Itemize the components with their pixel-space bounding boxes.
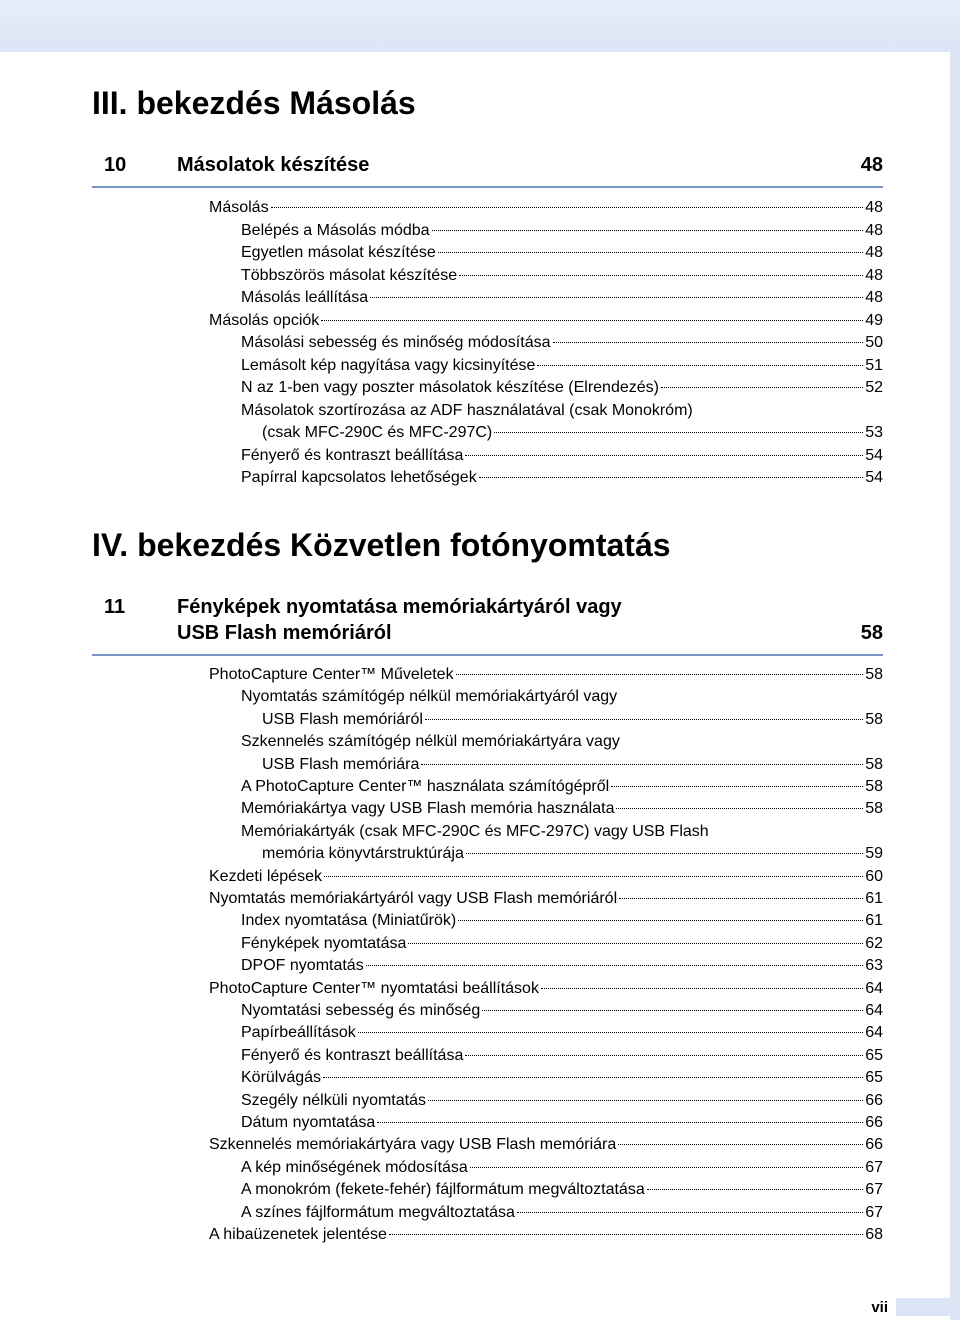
toc-entry-page: 54 <box>865 446 883 464</box>
toc-entry-text: A kép minőségének módosítása <box>241 1158 468 1176</box>
toc-entry <box>241 332 883 354</box>
dot-leader <box>541 988 863 989</box>
toc-entry-text: N az 1-ben vagy poszter másolatok készítése (Elrendezés) <box>241 379 659 396</box>
toc-entry <box>241 1157 883 1179</box>
dot-leader <box>458 920 863 921</box>
toc-entry-text: Körülvágás <box>241 1069 322 1087</box>
toc-entry-text: Dátum nyomtatása <box>241 1114 376 1131</box>
toc-entry <box>209 310 883 332</box>
dot-leader <box>494 432 863 433</box>
toc-entry-line: Szkennelés számítógép nélkül memóriakártyára vagy <box>241 733 620 751</box>
dot-leader <box>465 1055 863 1056</box>
chapter-page: 48 <box>860 154 883 176</box>
toc-entry <box>241 355 883 377</box>
toc-entry-page: 53 <box>865 424 883 441</box>
toc-entry-page: 48 <box>865 199 883 216</box>
dot-leader <box>366 965 864 966</box>
dot-leader <box>465 455 863 456</box>
dot-leader <box>537 365 863 366</box>
toc-entry-text: Papírbeállítások <box>241 1024 356 1042</box>
toc-entry-page: 67 <box>865 1181 883 1199</box>
dot-leader <box>370 297 863 298</box>
dot-leader <box>456 674 864 675</box>
toc-entry-page: 58 <box>865 800 883 818</box>
toc-entry-page: 64 <box>865 1024 883 1042</box>
toc-entry-page: 61 <box>865 912 883 930</box>
dot-leader <box>611 786 863 787</box>
toc-entry <box>241 1202 883 1224</box>
part-title: IV. bekezdés Közvetlen fotónyomtatás <box>92 527 671 563</box>
part-title: III. bekezdés Másolás <box>92 85 416 121</box>
toc-entry-text: Fényerő és kontraszt beállítása <box>241 1046 464 1064</box>
toc-entry-page: 52 <box>865 379 883 396</box>
toc-entry <box>241 1000 883 1022</box>
toc-entry-text: Másolás opciók <box>209 311 320 329</box>
toc-entry-text: Másolás leállítása <box>241 289 369 306</box>
toc-entry-page: 48 <box>865 266 883 284</box>
toc-entry <box>241 910 883 932</box>
toc-entry-text: PhotoCapture Center™ Műveletek <box>209 666 454 683</box>
toc-entry <box>241 220 883 242</box>
side-band <box>950 52 960 1320</box>
toc-entry-page: 51 <box>865 356 883 374</box>
dot-leader <box>377 1122 863 1123</box>
toc-entry-page: 58 <box>865 755 883 773</box>
toc-entry-text: Index nyomtatása (Miniatűrök) <box>241 912 457 930</box>
chapter-number: 11 <box>104 596 126 618</box>
dot-leader <box>459 275 863 276</box>
dot-leader <box>466 853 863 854</box>
toc-entry-page: 49 <box>865 311 883 329</box>
toc-entry-page: 65 <box>865 1046 883 1064</box>
toc-entry <box>241 776 883 798</box>
toc-entry <box>262 709 883 731</box>
toc-entry-page: 58 <box>865 666 883 683</box>
toc-entry-page: 60 <box>865 867 883 885</box>
dot-leader <box>438 252 863 253</box>
header-band <box>0 0 960 52</box>
toc-entry-page: 58 <box>865 778 883 795</box>
toc-entry-text: DPOF nyomtatás <box>241 957 364 975</box>
toc-entry-text: USB Flash memóriáról <box>262 710 423 728</box>
toc-entry-text: Szkennelés memóriakártyára vagy USB Flash memóriára <box>209 1136 617 1154</box>
toc-entry-page: 68 <box>865 1226 883 1243</box>
toc-entry-line: Másolatok szortírozása az ADF használatával (csak Monokróm) <box>241 401 693 419</box>
toc-entry <box>209 1224 883 1246</box>
toc-entry <box>241 798 883 820</box>
toc-entry <box>241 1022 883 1044</box>
dot-leader <box>432 230 864 231</box>
dot-leader <box>271 207 864 208</box>
dot-leader <box>428 1100 863 1101</box>
toc-entry <box>241 1067 883 1089</box>
toc-entry <box>209 978 883 1000</box>
dot-leader <box>553 342 864 343</box>
toc-entry-page: 62 <box>865 934 883 952</box>
toc-entry <box>209 197 883 219</box>
page-footer <box>871 1296 960 1318</box>
toc-entry-text: Másolási sebesség és minőség módosítása <box>241 334 551 351</box>
toc-entry-page: 48 <box>865 289 883 306</box>
page-tab <box>896 1298 960 1316</box>
dot-leader <box>421 764 863 765</box>
toc-entry-text: A PhotoCapture Center™ használata számítógépről <box>241 778 610 795</box>
dot-leader <box>619 898 863 899</box>
toc-entry-page: 65 <box>865 1069 883 1087</box>
toc-entry-page: 67 <box>865 1203 883 1221</box>
toc-entry <box>241 467 883 489</box>
toc-entry-page: 50 <box>865 334 883 351</box>
dot-leader <box>661 387 863 388</box>
toc-entry <box>241 955 883 977</box>
toc-entry-text: Nyomtatás memóriakártyáról vagy USB Flash memóriáról <box>209 890 618 907</box>
toc-entry-text: Belépés a Másolás módba <box>241 221 430 239</box>
toc-entry-page: 64 <box>865 979 883 997</box>
toc-entry-text: Fényképek nyomtatása <box>241 934 407 952</box>
toc-entry <box>241 1112 883 1134</box>
chapter-title: Fényképek nyomtatása memóriakártyáról vagy <box>177 596 622 618</box>
dot-leader <box>482 1010 863 1011</box>
toc-entry <box>241 1179 883 1201</box>
dot-leader <box>408 943 863 944</box>
page-number: vii <box>871 1298 888 1316</box>
toc-entry-text: PhotoCapture Center™ nyomtatási beállítások <box>209 979 539 997</box>
toc-entry-text: Másolás <box>209 199 269 216</box>
toc-entry-line: Memóriakártyák (csak MFC-290C és MFC-297C) vagy USB Flash <box>241 822 709 840</box>
toc-entry <box>209 888 883 910</box>
toc-entry <box>262 843 883 865</box>
chapter-title: USB Flash memóriáról <box>177 622 392 644</box>
toc-entry <box>241 242 883 264</box>
toc-entry-page: 67 <box>865 1158 883 1176</box>
toc-entry-text: USB Flash memóriára <box>262 755 420 773</box>
toc-entry-page: 58 <box>865 710 883 728</box>
toc-entry-page: 66 <box>865 1136 883 1154</box>
toc-entry-page: 59 <box>865 845 883 863</box>
dot-leader <box>517 1212 863 1213</box>
dot-leader <box>616 808 863 809</box>
toc-entry <box>241 377 883 399</box>
toc-entry <box>241 265 883 287</box>
toc-entry-text: (csak MFC-290C és MFC-297C) <box>262 424 493 441</box>
dot-leader <box>358 1032 863 1033</box>
dot-leader <box>321 320 863 321</box>
toc-entry-page: 61 <box>865 890 883 907</box>
toc-entry <box>241 1090 883 1112</box>
toc-entry-text: Lemásolt kép nagyítása vagy kicsinyítése <box>241 356 536 374</box>
toc-entry-page: 54 <box>865 469 883 486</box>
toc-entry-page: 48 <box>865 244 883 261</box>
toc-entry-page: 48 <box>865 221 883 239</box>
dot-leader <box>647 1189 863 1190</box>
toc-entry <box>241 445 883 467</box>
toc-entry-page: 64 <box>865 1002 883 1019</box>
dot-leader <box>479 477 864 478</box>
toc-entry-text: Fényerő és kontraszt beállítása <box>241 446 464 464</box>
chapter-heading <box>92 592 883 656</box>
toc-entry-text: Papírral kapcsolatos lehetőségek <box>241 469 477 486</box>
dot-leader <box>470 1167 863 1168</box>
toc-entry-text: Memóriakártya vagy USB Flash memória használata <box>241 800 615 818</box>
dot-leader <box>324 876 863 877</box>
toc-entry-text: A monokróm (fekete-fehér) fájlformátum megváltoztatása <box>241 1181 645 1199</box>
dot-leader <box>425 719 863 720</box>
toc-entry-text: A hibaüzenetek jelentése <box>209 1226 387 1243</box>
dot-leader <box>618 1144 863 1145</box>
dot-leader <box>323 1077 863 1078</box>
toc-entry-page: 63 <box>865 957 883 975</box>
chapter-heading <box>92 150 883 188</box>
toc-entry-text: Többszörös másolat készítése <box>241 266 458 284</box>
toc-entry <box>241 287 883 309</box>
toc-entry-text: Szegély nélküli nyomtatás <box>241 1091 426 1109</box>
toc-entry-page: 66 <box>865 1114 883 1131</box>
toc-entry <box>209 866 883 888</box>
toc-entry <box>241 933 883 955</box>
toc-entry-text: memória könyvtárstruktúrája <box>262 845 464 863</box>
toc-entry-line: Nyomtatás számítógép nélkül memóriakártyáról vagy <box>241 688 618 706</box>
toc-entry <box>262 422 883 444</box>
toc-entry-text: A színes fájlformátum megváltoztatása <box>241 1203 515 1221</box>
toc-entry-page: 66 <box>865 1091 883 1109</box>
chapter-number: 10 <box>104 154 127 176</box>
toc-entry <box>209 664 883 686</box>
chapter-title: Másolatok készítése <box>177 154 370 176</box>
toc-entry-text: Kezdeti lépések <box>209 867 322 885</box>
dot-leader <box>389 1234 863 1235</box>
toc-entry-text: Egyetlen másolat készítése <box>241 244 436 261</box>
toc-entry <box>241 1045 883 1067</box>
toc-entry-text: Nyomtatási sebesség és minőség <box>241 1002 481 1019</box>
toc-entry <box>209 1134 883 1156</box>
toc-entry <box>262 754 883 776</box>
chapter-page: 58 <box>860 622 883 644</box>
